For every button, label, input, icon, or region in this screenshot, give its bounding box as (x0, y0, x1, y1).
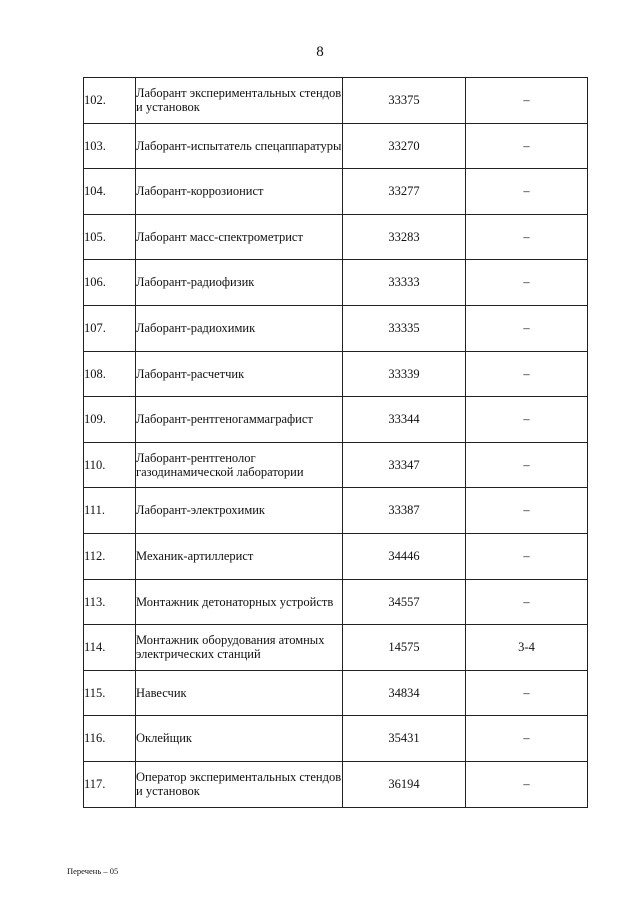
profession-title: Лаборант экспериментальных стендов и установок (136, 78, 343, 124)
table-row (84, 214, 588, 260)
grade-range: – (466, 305, 588, 351)
row-number: 110. (84, 442, 136, 488)
table-row (84, 488, 588, 534)
profession-code: 33335 (343, 305, 466, 351)
profession-title: Механик-артиллерист (136, 533, 343, 579)
profession-code: 33333 (343, 260, 466, 306)
table-row (84, 625, 588, 671)
profession-code: 34834 (343, 670, 466, 716)
professions-table (83, 77, 588, 808)
profession-title: Оператор экспериментальных стендов и установок (136, 761, 343, 807)
profession-title: Монтажник оборудования атомных электрических станций (136, 625, 343, 671)
row-number: 102. (84, 78, 136, 124)
profession-title: Навесчик (136, 670, 343, 716)
grade-range: – (466, 214, 588, 260)
table-body (84, 78, 588, 808)
footer-label: Перечень – 05 (67, 866, 119, 876)
row-number: 109. (84, 397, 136, 443)
profession-title: Лаборант-испытатель спецаппаратуры (136, 123, 343, 169)
profession-code: 33347 (343, 442, 466, 488)
profession-code: 33277 (343, 169, 466, 215)
profession-title: Монтажник детонаторных устройств (136, 579, 343, 625)
table-row (84, 123, 588, 169)
profession-title: Лаборант-рентгеногаммаграфист (136, 397, 343, 443)
profession-title: Лаборант-расчетчик (136, 351, 343, 397)
grade-range: – (466, 397, 588, 443)
table-row (84, 716, 588, 762)
profession-title: Лаборант-электрохимик (136, 488, 343, 534)
grade-range: – (466, 670, 588, 716)
profession-title: Лаборант-радиофизик (136, 260, 343, 306)
row-number: 105. (84, 214, 136, 260)
table-row (84, 169, 588, 215)
row-number: 113. (84, 579, 136, 625)
table-row (84, 351, 588, 397)
grade-range: – (466, 442, 588, 488)
grade-range: – (466, 169, 588, 215)
grade-range: – (466, 351, 588, 397)
profession-code: 33387 (343, 488, 466, 534)
row-number: 115. (84, 670, 136, 716)
grade-range: 3-4 (466, 625, 588, 671)
table-row (84, 533, 588, 579)
page-number: 8 (316, 44, 324, 60)
row-number: 116. (84, 716, 136, 762)
row-number: 112. (84, 533, 136, 579)
row-number: 108. (84, 351, 136, 397)
grade-range: – (466, 123, 588, 169)
table-row (84, 305, 588, 351)
grade-range: – (466, 533, 588, 579)
profession-code: 33339 (343, 351, 466, 397)
profession-code: 33375 (343, 78, 466, 124)
profession-code: 14575 (343, 625, 466, 671)
row-number: 103. (84, 123, 136, 169)
profession-code: 36194 (343, 761, 466, 807)
row-number: 107. (84, 305, 136, 351)
row-number: 104. (84, 169, 136, 215)
profession-code: 33344 (343, 397, 466, 443)
profession-code: 34557 (343, 579, 466, 625)
grade-range: – (466, 488, 588, 534)
grade-range: – (466, 761, 588, 807)
row-number: 106. (84, 260, 136, 306)
table-row (84, 78, 588, 124)
table-row (84, 260, 588, 306)
profession-title: Лаборант-радиохимик (136, 305, 343, 351)
profession-title: Лаборант масс-спектрометрист (136, 214, 343, 260)
profession-code: 33283 (343, 214, 466, 260)
profession-title: Оклейщик (136, 716, 343, 762)
profession-title: Лаборант-коррозионист (136, 169, 343, 215)
grade-range: – (466, 78, 588, 124)
profession-code: 34446 (343, 533, 466, 579)
profession-code: 35431 (343, 716, 466, 762)
grade-range: – (466, 716, 588, 762)
table-row (84, 442, 588, 488)
grade-range: – (466, 579, 588, 625)
table-row (84, 397, 588, 443)
row-number: 111. (84, 488, 136, 534)
table-row (84, 670, 588, 716)
profession-title: Лаборант-рентгенолог газодинамической лаборатории (136, 442, 343, 488)
profession-code: 33270 (343, 123, 466, 169)
row-number: 114. (84, 625, 136, 671)
table-row (84, 579, 588, 625)
grade-range: – (466, 260, 588, 306)
table-row (84, 761, 588, 807)
row-number: 117. (84, 761, 136, 807)
